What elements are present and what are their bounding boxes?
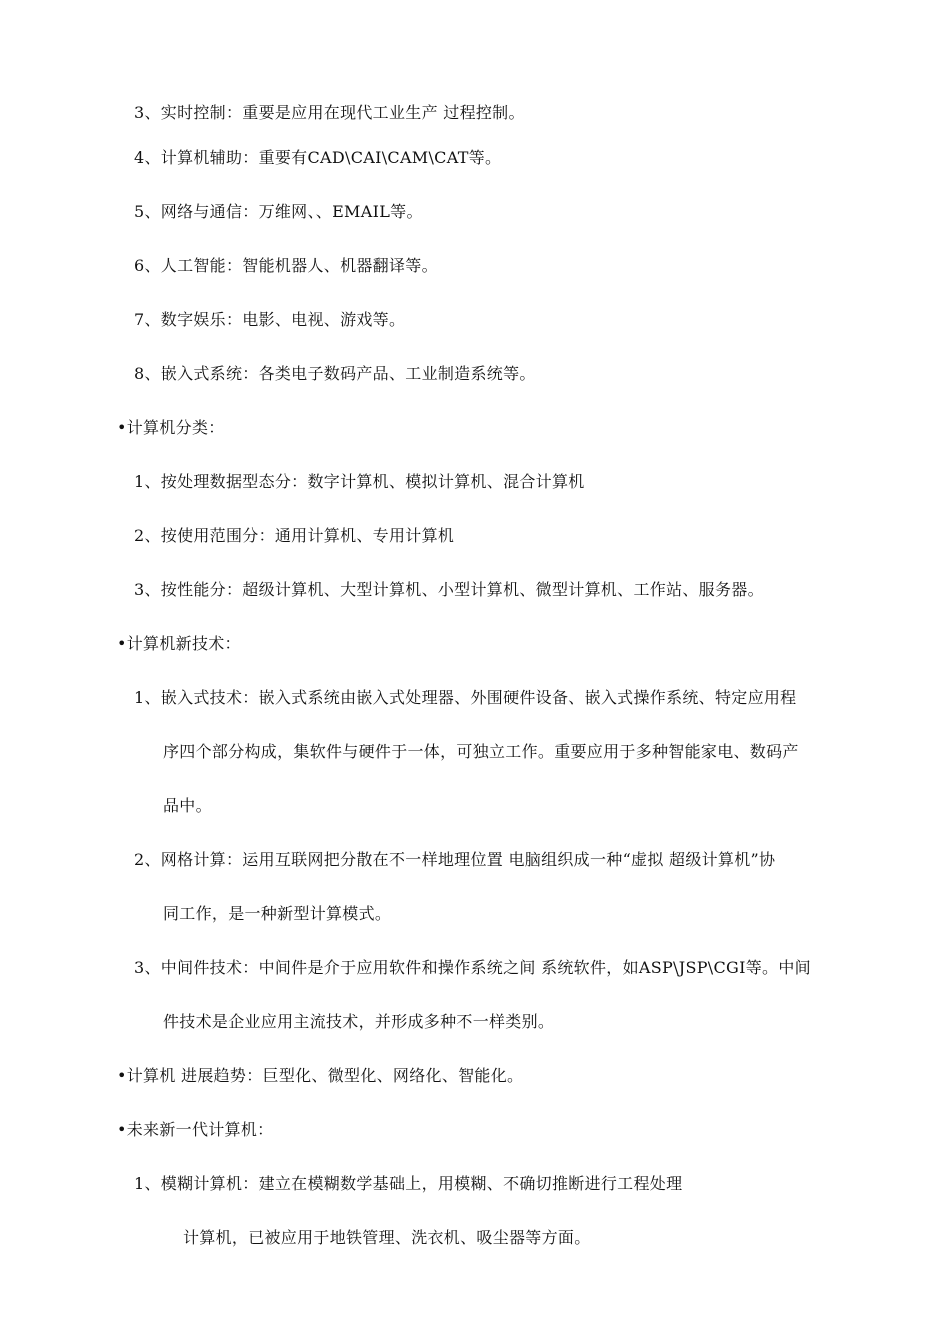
text-line: 5、网络与通信：万维网、、EMAIL等。: [134, 202, 423, 221]
text-line: 计算机，已被应用于地铁管理、洗衣机、吸尘器等方面。: [183, 1228, 591, 1247]
section-heading: •计算机 进展趋势：巨型化、微型化、网络化、智能化。: [117, 1066, 524, 1085]
text-line: 2、网格计算：运用互联网把分散在不一样地理位置 电脑组织成一种“虚拟 超级计算机”协: [134, 850, 776, 869]
section-heading: •计算机新技术：: [117, 634, 241, 653]
text-line: 品中。: [163, 796, 212, 815]
text-line: 2、按使用范围分：通用计算机、专用计算机: [134, 526, 455, 545]
text-line: 3、中间件技术：中间件是介于应用软件和操作系统之间 系统软件，如ASP\JSP\CGI等。中间: [134, 958, 811, 977]
text-line: 序四个部分构成，集软件与硬件于一体，可独立工作。重要应用于多种智能家电、数码产: [163, 742, 799, 761]
text-line: 同工作，是一种新型计算模式。: [163, 904, 392, 923]
text-line: 7、数字娱乐：电影、电视、游戏等。: [134, 310, 406, 329]
section-heading: •未来新一代计算机：: [117, 1120, 274, 1139]
text-line: 4、计算机辅助：重要有CAD\CAI\CAM\CAT等。: [134, 148, 502, 167]
text-line: 1、模糊计算机：建立在模糊数学基础上，用模糊、不确切推断进行工程处理: [134, 1174, 683, 1193]
text-line: 8、嵌入式系统：各类电子数码产品、工业制造系统等。: [134, 364, 536, 383]
text-line: 1、按处理数据型态分：数字计算机、模拟计算机、混合计算机: [134, 472, 585, 491]
text-line: 6、人工智能：智能机器人、机器翻译等。: [134, 256, 438, 275]
text-line: 3、按性能分：超级计算机、大型计算机、小型计算机、微型计算机、工作站、服务器。: [134, 580, 764, 599]
section-heading: •计算机分类：: [117, 418, 225, 437]
text-line: 3、实时控制：重要是应用在现代工业生产 过程控制。: [134, 103, 525, 122]
text-line: 1、嵌入式技术：嵌入式系统由嵌入式处理器、外围硬件设备、嵌入式操作系统、特定应用程: [134, 688, 797, 707]
text-line: 件技术是企业应用主流技术，并形成多种不一样类别。: [163, 1012, 555, 1031]
